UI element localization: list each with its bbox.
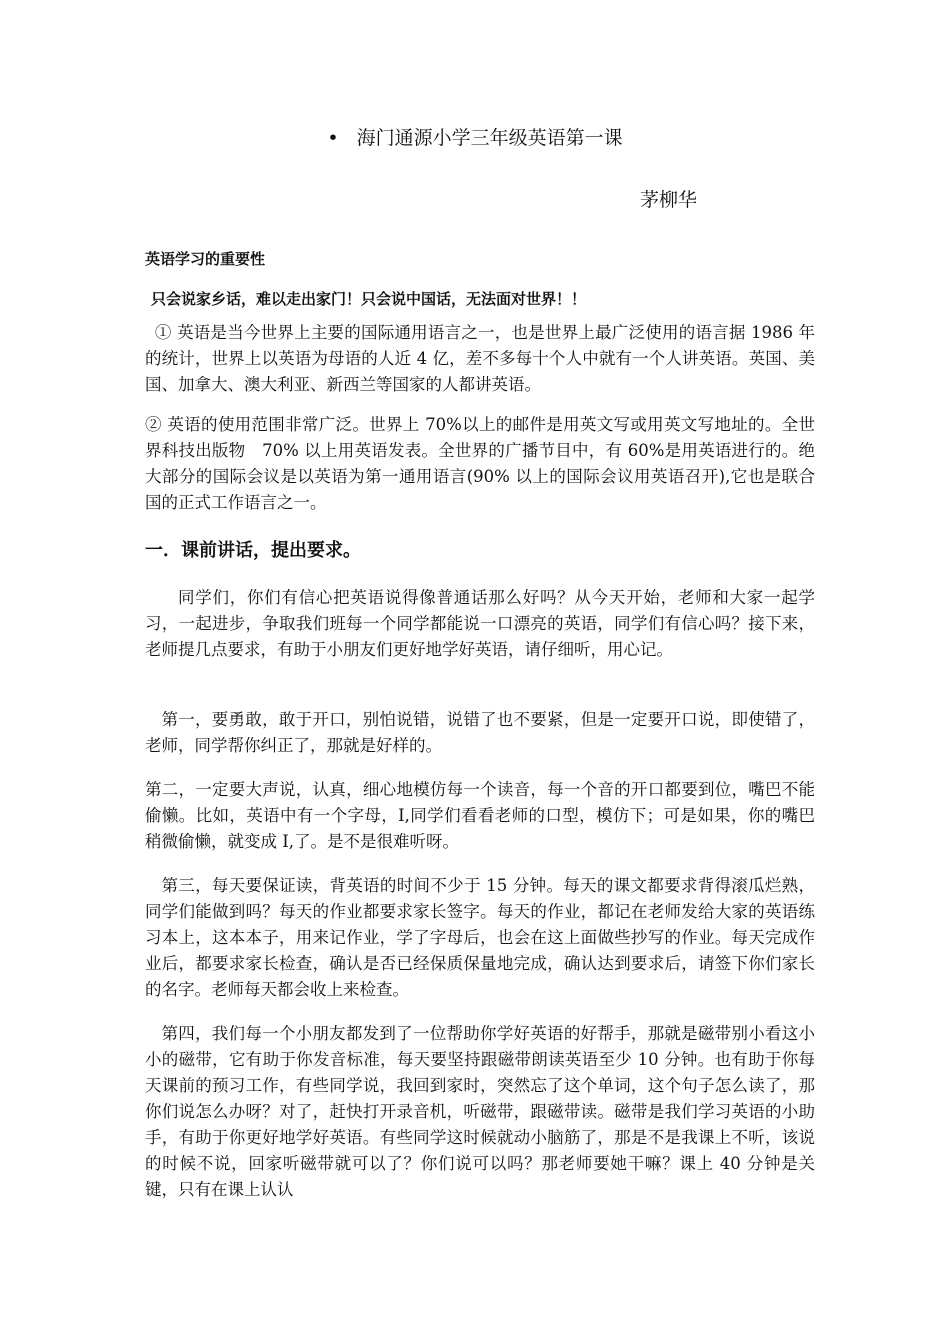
paragraph-1: ① 英语是当今世界上主要的国际通用语言之一，也是世界上最广泛使用的语言据 1986 年的统计，世界上以英语为母语的人近 4 亿，差不多每十个人中就有一个人讲英语。英国、美国、加拿大、澳大利亚、新西兰等国家的人都讲英语。	[145, 323, 815, 394]
paragraph-5: 第二，一定要大声说，认真，细心地模仿每一个读音，每一个音的开口都要到位，嘴巴不能偷懒。比如，英语中有一个字母，I,同学们看看老师的口型，模仿下；可是如果，你的嘴巴稍微偷懒，就变成 I,了。是不是很难听呀。	[145, 780, 815, 851]
bullet-icon: •	[327, 127, 339, 149]
heading-importance: 英语学习的重要性	[145, 250, 266, 268]
author-name: 茅柳华	[640, 189, 698, 211]
paragraph-3: 同学们，你们有信心把英语说得像普通话那么好吗？从今天开始，老师和大家一起学习，一起进步，争取我们班每一个同学都能说一口漂亮的英语，同学们有信心吗？接下来，老师提几点要求，有助于小朋友们更好地学好英语，请仔细听，用心记。	[145, 588, 815, 659]
slogan-text: 只会说家乡话，难以走出家门！只会说中国话，无法面对世界！！	[151, 290, 587, 308]
document-title-line	[0, 124, 950, 152]
paragraph-6: 第三，每天要保证读，背英语的时间不少于 15 分钟。每天的课文都要求背得滚瓜烂熟，同学们能做到吗？每天的作业都要求家长签字。每天的作业，都记在老师发给大家的英语练习本上，这本本子，用来记作业，学了字母后，也会在这上面做些抄写的作业。每天完成作业后，都要求家长检查，确认是否已经保质保量地完成，确认达到要求后，请签下你们家长的名字。老师每天都会收上来检查。	[145, 876, 815, 999]
paragraph-4: 第一，要勇敢，敢于开口，别怕说错，说错了也不要紧，但是一定要开口说，即使错了，老师，同学帮你纠正了，那就是好样的。	[145, 710, 815, 755]
document-title: 海门通源小学三年级英语第一课	[356, 127, 623, 149]
section-heading: 一．课前讲话，提出要求。	[145, 540, 361, 561]
paragraph-2: ② 英语的使用范围非常广泛。世界上 70%以上的邮件是用英文写或用英文写地址的。全世界科技出版物 70% 以上用英语发表。全世界的广播节目中，有 60%是用英语进行的。绝大部分的国际会议是以英语为第一通用语言(90% 以上的国际会议用英语召开),它也是联合国的正式工作语言之一。	[145, 415, 815, 512]
paragraph-7: 第四，我们每一个小朋友都发到了一位帮助你学好英语的好帮手，那就是磁带别小看这小小的磁带，它有助于你发音标准，每天要坚持跟磁带朗读英语至少 10 分钟。也有助于你每天课前的预习工作，有些同学说，我回到家时，突然忘了这个单词，这个句子怎么读了，那你们说怎么办呀？对了，赶快打开录音机，听磁带，跟磁带读。磁带是我们学习英语的小助手，有助于你更好地学好英语。有些同学这时候就动小脑筋了，那是不是我课上不听，该说的时候不说，回家听磁带就可以了？你们说可以吗？那老师要她干嘛？课上 40 分钟是关键，只有在课上认认	[145, 1024, 815, 1199]
